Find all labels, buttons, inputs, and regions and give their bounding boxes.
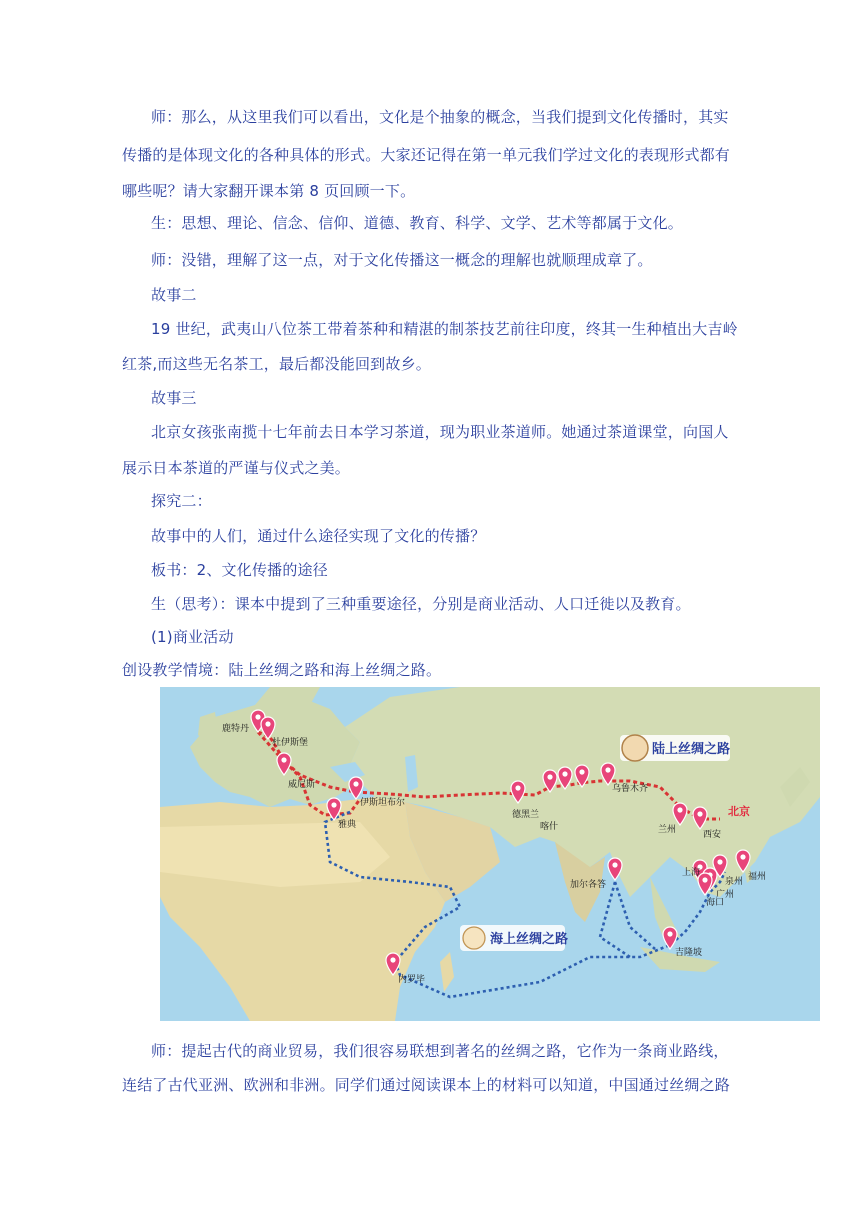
heading-inquiry-2: 探究二： bbox=[151, 492, 212, 510]
land-route-label: 陆上丝绸之路 bbox=[652, 741, 731, 756]
sea-route-badge bbox=[460, 925, 568, 951]
paragraph-2: 生：思想、理论、信念、信仰、道德、教育、科学、文学、艺术等都属于文化。 bbox=[151, 214, 684, 232]
city-duisburg-label: 杜伊斯堡 bbox=[272, 737, 309, 747]
heading-story-2: 故事二 bbox=[151, 286, 197, 304]
city-rotterdam-label: 鹿特丹 bbox=[222, 723, 250, 733]
paragraph-9: 创设教学情境：陆上丝绸之路和海上丝绸之路。 bbox=[122, 661, 442, 679]
city-urumqi-label: 乌鲁木齐 bbox=[612, 783, 649, 793]
city-venice-label: 威尼斯 bbox=[288, 779, 316, 789]
paragraph-10-cont: 连结了古代亚洲、欧洲和非洲。同学们通过阅读课本上的材料可以知道，中国通过丝绸之路 bbox=[122, 1076, 731, 1094]
city-haikou-label: 海口 bbox=[706, 897, 725, 907]
city-kashgar-label: 喀什 bbox=[540, 821, 559, 831]
paragraph-6: 故事中的人们，通过什么途径实现了文化的传播？ bbox=[151, 527, 486, 545]
paragraph-7: 板书：2、文化传播的途径 bbox=[151, 561, 328, 579]
paragraph-3: 师：没错，理解了这一点，对于文化传播这一概念的理解也就顺理成章了。 bbox=[151, 251, 653, 269]
paragraph-5: 北京女孩张南揽十七年前去日本学习茶道，现为职业茶道师。她通过茶道课堂，向国人 bbox=[151, 423, 729, 441]
paragraph-5-cont: 展示日本茶道的严谨与仪式之美。 bbox=[122, 459, 351, 477]
city-kolkata-label: 加尔各答 bbox=[570, 879, 607, 889]
city-istanbul-label: 伊斯坦布尔 bbox=[360, 797, 406, 807]
heading-commerce: (1)商业活动 bbox=[151, 628, 234, 646]
paragraph-1: 师：那么，从这里我们可以看出，文化是个抽象的概念，当我们提到文化传播时，其实 bbox=[151, 108, 729, 126]
city-athens-label: 雅典 bbox=[338, 819, 357, 829]
paragraph-8: 生（思考）：课本中提到了三种重要途径，分别是商业活动、人口迁徙以及教育。 bbox=[151, 595, 691, 613]
sea-route-label: 海上丝绸之路 bbox=[490, 931, 569, 946]
land-route-badge bbox=[620, 735, 730, 761]
city-fuzhou-label: 福州 bbox=[748, 871, 767, 881]
paragraph-1-cont: 哪些呢？请大家翻开课本第 8 页回顾一下。 bbox=[122, 182, 416, 200]
city-shanghai-label: 上海 bbox=[682, 867, 701, 877]
paragraph-10: 师：提起古代的商业贸易，我们很容易联想到著名的丝绸之路，它作为一条商业路线， bbox=[151, 1042, 729, 1060]
city-kuala-lumpur-label: 吉隆坡 bbox=[675, 947, 703, 957]
city-guangzhou-label: 广州 bbox=[716, 889, 735, 899]
city-nairobi-label: 内罗毕 bbox=[398, 974, 426, 984]
paragraph-4-cont: 红茶,而这些无名茶工，最后都没能回到故乡。 bbox=[122, 355, 431, 373]
paragraph-4: 19 世纪，武夷山八位茶工带着茶种和精湛的制茶技艺前往印度，终其一生种植出大吉岭 bbox=[151, 320, 738, 338]
city-quanzhou-label: 泉州 bbox=[725, 876, 744, 886]
paragraph-1-cont: 传播的是体现文化的各种具体的形式。大家还记得在第一单元我们学过文化的表现形式都有 bbox=[122, 146, 731, 164]
silk-road-map bbox=[160, 687, 820, 1021]
city-lanzhou-label: 兰州 bbox=[658, 824, 677, 834]
city-tehran-label: 德黑兰 bbox=[512, 809, 540, 819]
city-beijing-label: 北京 bbox=[728, 806, 750, 818]
city-xian-label: 西安 bbox=[703, 829, 722, 839]
heading-story-3: 故事三 bbox=[151, 389, 197, 407]
